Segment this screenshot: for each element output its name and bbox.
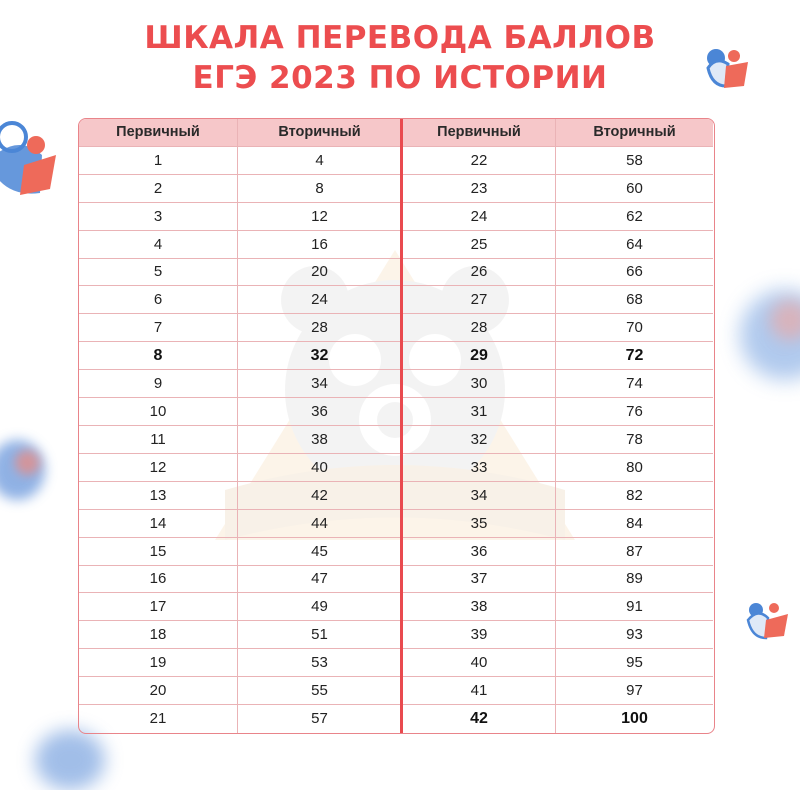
secondary-score-cell: 45 (311, 542, 328, 560)
primary-score-cell: 7 (79, 314, 238, 341)
primary-score-cell: 28 (403, 314, 556, 341)
table-header-row (403, 119, 713, 147)
table-row (403, 677, 713, 705)
secondary-score-cell: 91 (626, 598, 643, 616)
secondary-score-cell: 82 (626, 486, 643, 504)
primary-score-cell: 10 (79, 398, 238, 425)
table-row (403, 231, 713, 259)
secondary-score-cell: 78 (626, 430, 643, 448)
table-row (79, 593, 401, 621)
secondary-score-cell: 89 (626, 570, 643, 588)
secondary-score-cell: 84 (626, 514, 643, 532)
primary-score-cell: 25 (403, 231, 556, 258)
primary-score-cell: 14 (79, 510, 238, 537)
table-row (403, 593, 713, 621)
primary-score-cell: 16 (79, 566, 238, 593)
primary-score-cell: 30 (403, 370, 556, 397)
mascot-logo-icon-left (0, 115, 70, 205)
primary-score-cell: 29 (403, 342, 556, 369)
secondary-score-cell: 76 (626, 403, 643, 421)
header-secondary: Вторичный (593, 124, 676, 141)
primary-score-cell: 34 (403, 482, 556, 509)
primary-score-cell: 41 (403, 677, 556, 704)
primary-score-cell: 4 (79, 231, 238, 258)
secondary-score-cell: 93 (626, 626, 643, 644)
header-primary: Первичный (403, 119, 556, 146)
primary-score-cell: 27 (403, 286, 556, 313)
table-row (403, 398, 713, 426)
table-row (403, 510, 713, 538)
table-row (403, 259, 713, 287)
primary-score-cell: 40 (403, 649, 556, 676)
title-line-1: ШКАЛА ПЕРЕВОДА БАЛЛОВ (144, 20, 656, 56)
secondary-score-cell: 55 (311, 682, 328, 700)
primary-score-cell: 32 (403, 426, 556, 453)
secondary-score-cell: 70 (626, 319, 643, 337)
blurred-decor-bottom-left (35, 730, 105, 790)
mascot-logo-icon-bottom-right (742, 598, 794, 642)
table-row (403, 203, 713, 231)
primary-score-cell: 22 (403, 147, 556, 174)
table-left-half (79, 119, 401, 733)
score-conversion-table (78, 118, 715, 734)
secondary-score-cell: 32 (310, 346, 329, 364)
primary-score-cell: 8 (79, 342, 238, 369)
table-row (79, 398, 401, 426)
primary-score-cell: 23 (403, 175, 556, 202)
primary-score-cell: 18 (79, 621, 238, 648)
secondary-score-cell: 44 (311, 514, 328, 532)
page-title (0, 18, 800, 98)
primary-score-cell: 6 (79, 286, 238, 313)
table-header-row (79, 119, 401, 147)
primary-score-cell: 21 (79, 705, 238, 733)
table-row (79, 677, 401, 705)
table-row (79, 649, 401, 677)
primary-score-cell: 24 (403, 203, 556, 230)
secondary-score-cell: 72 (625, 346, 644, 364)
secondary-score-cell: 62 (626, 207, 643, 225)
title-line-2: ЕГЭ 2023 ПО ИСТОРИИ (192, 60, 608, 96)
primary-score-cell: 13 (79, 482, 238, 509)
secondary-score-cell: 12 (311, 207, 328, 225)
primary-score-cell: 31 (403, 398, 556, 425)
table-row (79, 370, 401, 398)
secondary-score-cell: 49 (311, 598, 328, 616)
table-row (79, 203, 401, 231)
secondary-score-cell: 100 (621, 709, 648, 727)
primary-score-cell: 35 (403, 510, 556, 537)
primary-score-cell: 12 (79, 454, 238, 481)
table-row (79, 454, 401, 482)
table-row (79, 259, 401, 287)
primary-score-cell: 36 (403, 538, 556, 565)
secondary-score-cell: 38 (311, 430, 328, 448)
header-primary: Первичный (79, 119, 238, 146)
blurred-decor-left-red (15, 450, 40, 475)
secondary-score-cell: 87 (626, 542, 643, 560)
table-row (403, 649, 713, 677)
secondary-score-cell: 28 (311, 319, 328, 337)
table-row (79, 566, 401, 594)
secondary-score-cell: 42 (311, 486, 328, 504)
secondary-score-cell: 95 (626, 654, 643, 672)
primary-score-cell: 17 (79, 593, 238, 620)
table-row (403, 286, 713, 314)
table-row (403, 705, 713, 733)
table-row (79, 621, 401, 649)
table-row (79, 482, 401, 510)
secondary-score-cell: 58 (626, 151, 643, 169)
table-row (403, 370, 713, 398)
secondary-score-cell: 64 (626, 235, 643, 253)
secondary-score-cell: 80 (626, 458, 643, 476)
table-row (403, 538, 713, 566)
secondary-score-cell: 16 (311, 235, 328, 253)
secondary-score-cell: 53 (311, 654, 328, 672)
table-row (79, 314, 401, 342)
table-row (403, 147, 713, 175)
primary-score-cell: 1 (79, 147, 238, 174)
table-row (79, 286, 401, 314)
secondary-score-cell: 74 (626, 375, 643, 393)
secondary-score-cell: 97 (626, 682, 643, 700)
secondary-score-cell: 34 (311, 375, 328, 393)
primary-score-cell: 26 (403, 259, 556, 286)
table-row (79, 426, 401, 454)
table-row (79, 705, 401, 733)
table-row (403, 482, 713, 510)
primary-score-cell: 38 (403, 593, 556, 620)
primary-score-cell: 39 (403, 621, 556, 648)
secondary-score-cell: 57 (311, 710, 328, 728)
secondary-score-cell: 51 (311, 626, 328, 644)
primary-score-cell: 37 (403, 566, 556, 593)
secondary-score-cell: 66 (626, 263, 643, 281)
secondary-score-cell: 8 (315, 179, 324, 197)
table-row (403, 175, 713, 203)
table-row (79, 175, 401, 203)
primary-score-cell: 9 (79, 370, 238, 397)
primary-score-cell: 3 (79, 203, 238, 230)
secondary-score-cell: 60 (626, 179, 643, 197)
primary-score-cell: 15 (79, 538, 238, 565)
table-right-half (403, 119, 713, 733)
table-row (403, 314, 713, 342)
primary-score-cell: 11 (79, 426, 238, 453)
table-row (403, 454, 713, 482)
primary-score-cell: 5 (79, 259, 238, 286)
secondary-score-cell: 68 (626, 291, 643, 309)
secondary-score-cell: 47 (311, 570, 328, 588)
table-row (403, 621, 713, 649)
primary-score-cell: 33 (403, 454, 556, 481)
primary-score-cell: 2 (79, 175, 238, 202)
table-row (79, 231, 401, 259)
primary-score-cell: 42 (403, 705, 556, 733)
table-row (79, 510, 401, 538)
secondary-score-cell: 4 (315, 151, 324, 169)
secondary-score-cell: 20 (311, 263, 328, 281)
table-row (79, 538, 401, 566)
primary-score-cell: 19 (79, 649, 238, 676)
secondary-score-cell: 40 (311, 458, 328, 476)
header-secondary: Вторичный (278, 124, 361, 141)
table-row (79, 147, 401, 175)
secondary-score-cell: 24 (311, 291, 328, 309)
secondary-score-cell: 36 (311, 403, 328, 421)
table-row (403, 566, 713, 594)
primary-score-cell: 20 (79, 677, 238, 704)
table-row (403, 342, 713, 370)
table-row (403, 426, 713, 454)
table-row (79, 342, 401, 370)
